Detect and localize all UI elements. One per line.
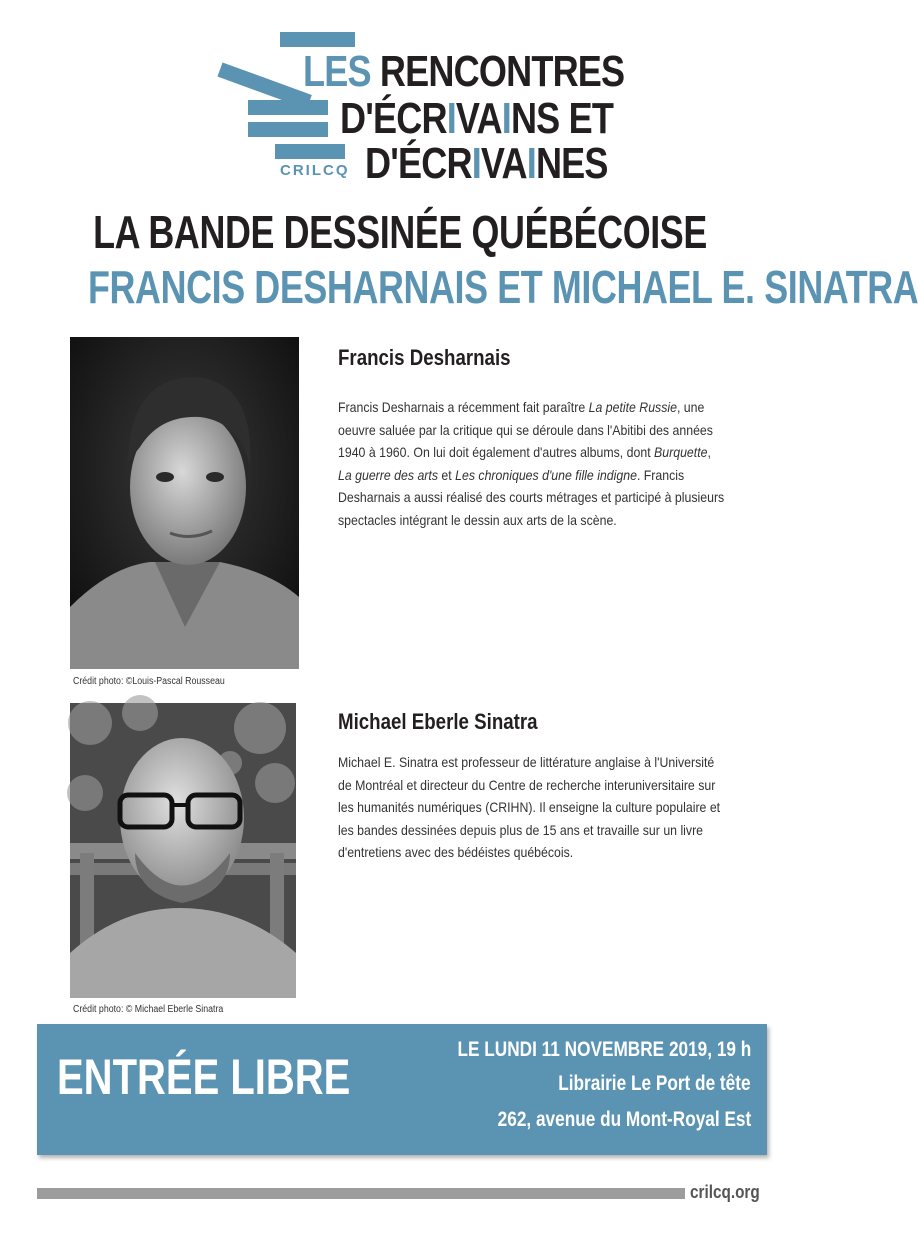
bio-text: et: [437, 466, 456, 483]
logo-crilcq: CRILCQ: [280, 162, 350, 179]
portrait-image: [70, 703, 296, 998]
logo-les: LES: [303, 47, 371, 96]
logo-bar: [275, 144, 345, 159]
event-info-band: [37, 1024, 767, 1155]
bio-text: . Francis Desharnais a aussi réalisé des courts métrages et participé à plusieurs spectacles intégrant le dessin aux arts de la scène.: [338, 466, 725, 528]
footer-rule: [37, 1188, 685, 1199]
author2-photo: [70, 703, 296, 998]
logo-text-part: VA: [455, 94, 502, 143]
book-title: La guerre des arts: [338, 466, 438, 483]
author1-bio: [338, 396, 725, 531]
logo-text-part: I: [471, 139, 481, 188]
poster-title: LA BANDE DESSINÉE QUÉBÉCOISE: [93, 206, 707, 258]
bio-text: , une oeuvre saluée par la critique qui se déroule dans l'Abitibi des années 1940 à 1960. On lui doit également d'autres albums, dont: [338, 399, 713, 460]
event-venue: Librairie Le Port de tête: [558, 1072, 751, 1095]
logo-text-part: D'ÉCR: [365, 139, 472, 188]
logo-text-part: NES: [535, 139, 608, 188]
event-address: 262, avenue du Mont-Royal Est: [497, 1108, 751, 1131]
logo-text-part: I: [446, 94, 456, 143]
book-title: La petite Russie: [588, 399, 677, 415]
logo-text-part: NS ET: [510, 94, 614, 143]
logo-text-part: D'ÉCR: [340, 94, 447, 143]
event-date: LE LUNDI 11 NOVEMBRE 2019, 19 h: [457, 1038, 751, 1061]
author1-photo-credit: Crédit photo: ©Louis-Pascal Rousseau: [73, 676, 225, 687]
book-title: Burquette: [654, 444, 708, 460]
logo-line-2: [340, 94, 614, 143]
free-entry-label: ENTRÉE LIBRE: [57, 1049, 351, 1105]
crilcq-logo: [215, 32, 625, 188]
author2-photo-credit: Crédit photo: © Michael Eberle Sinatra: [73, 1004, 224, 1015]
poster-subtitle: FRANCIS DESHARNAIS ET MICHAEL E. SINATRA: [88, 261, 918, 313]
logo-text-part: I: [501, 94, 511, 143]
website-link[interactable]: crilcq.org: [690, 1182, 760, 1202]
logo-text-part: I: [526, 139, 536, 188]
logo-bar: [280, 32, 355, 47]
logo-rencontres: RENCONTRES: [370, 47, 625, 96]
bio-text: ,: [707, 444, 711, 460]
book-title: Les chroniques d'une fille indigne: [455, 466, 637, 483]
bio-text: Francis Desharnais a récemment fait paraître: [338, 399, 589, 415]
author1-photo: [70, 337, 299, 669]
logo-text-part: VA: [480, 139, 527, 188]
author2-name: Michael Eberle Sinatra: [338, 709, 538, 734]
logo-line-3: [365, 139, 608, 188]
logo-bar: [248, 100, 328, 115]
logo-line-1: [303, 47, 625, 96]
author1-name: Francis Desharnais: [338, 345, 511, 370]
logo-bar: [248, 122, 328, 137]
author2-bio: Michael E. Sinatra est professeur de littérature anglaise à l'Université de Montréal et directeur du Centre de recherche interuniversitaire sur les humanités numériques (CRIHN). Il enseigne la culture populaire et les bandes dessinées depuis plus de 15 ans et travaille sur un livre d'entretiens avec des bédéistes québécois.: [338, 754, 721, 860]
portrait-image: [70, 337, 299, 669]
